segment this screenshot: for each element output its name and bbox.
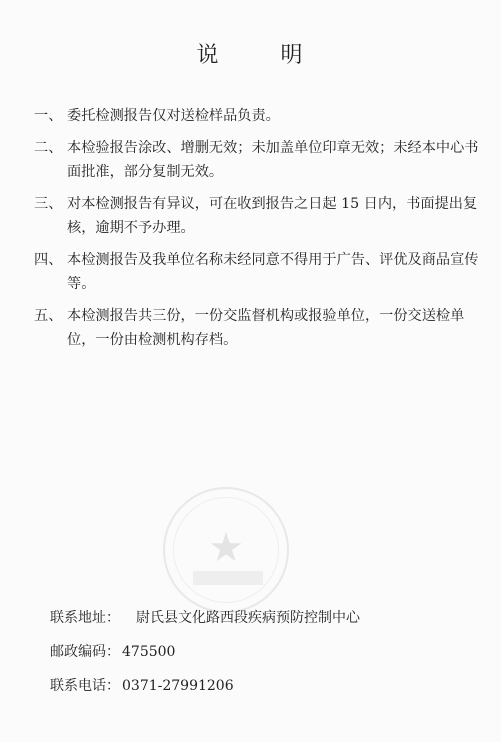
notice-item bbox=[34, 192, 484, 241]
address-value: 尉氏县文化路西段疾病预防控制中心 bbox=[136, 610, 360, 626]
item-text: 本检验报告涂改、增删无效；未加盖单位印章无效；未经本中心书面批准，部分复制无效。 bbox=[67, 139, 479, 180]
item-number: 三、 bbox=[34, 195, 63, 212]
contact-phone bbox=[50, 676, 470, 710]
item-text: 本检测报告共三份，一份交监督机构或报验单位，一份交送检单位，一份由检测机构存档。 bbox=[67, 307, 465, 348]
item-number: 四、 bbox=[34, 251, 63, 268]
contact-postcode bbox=[50, 642, 470, 676]
contact-info bbox=[50, 608, 470, 710]
phone-value: 0371-27991206 bbox=[122, 678, 234, 694]
contact-address bbox=[50, 608, 470, 642]
notice-item bbox=[34, 304, 484, 353]
page-title bbox=[0, 38, 501, 69]
star-icon: ★ bbox=[208, 525, 244, 571]
item-number: 一、 bbox=[34, 108, 63, 124]
item-number: 五、 bbox=[34, 307, 63, 324]
postcode-value: 475500 bbox=[122, 644, 176, 660]
item-number: 二、 bbox=[34, 139, 63, 156]
title-char-1: 说 bbox=[196, 43, 221, 68]
title-char-2: 明 bbox=[280, 43, 305, 68]
seal-text-band bbox=[193, 571, 263, 585]
address-label: 联系地址： bbox=[50, 610, 120, 626]
phone-label: 联系电话： bbox=[50, 678, 120, 694]
item-text: 对本检测报告有异议，可在收到报告之日起 15 日内，书面提出复核，逾期不予办理。 bbox=[67, 195, 478, 236]
postcode-label: 邮政编码： bbox=[50, 644, 120, 660]
notice-item bbox=[34, 248, 484, 297]
official-seal bbox=[163, 487, 289, 613]
notice-item bbox=[34, 136, 484, 185]
item-text: 本检测报告及我单位名称未经同意不得用于广告、评优及商品宣传等。 bbox=[67, 251, 479, 292]
notice-list bbox=[34, 104, 484, 360]
notice-item bbox=[34, 104, 484, 129]
item-text: 委托检测报告仅对送检样品负责。 bbox=[67, 108, 280, 124]
